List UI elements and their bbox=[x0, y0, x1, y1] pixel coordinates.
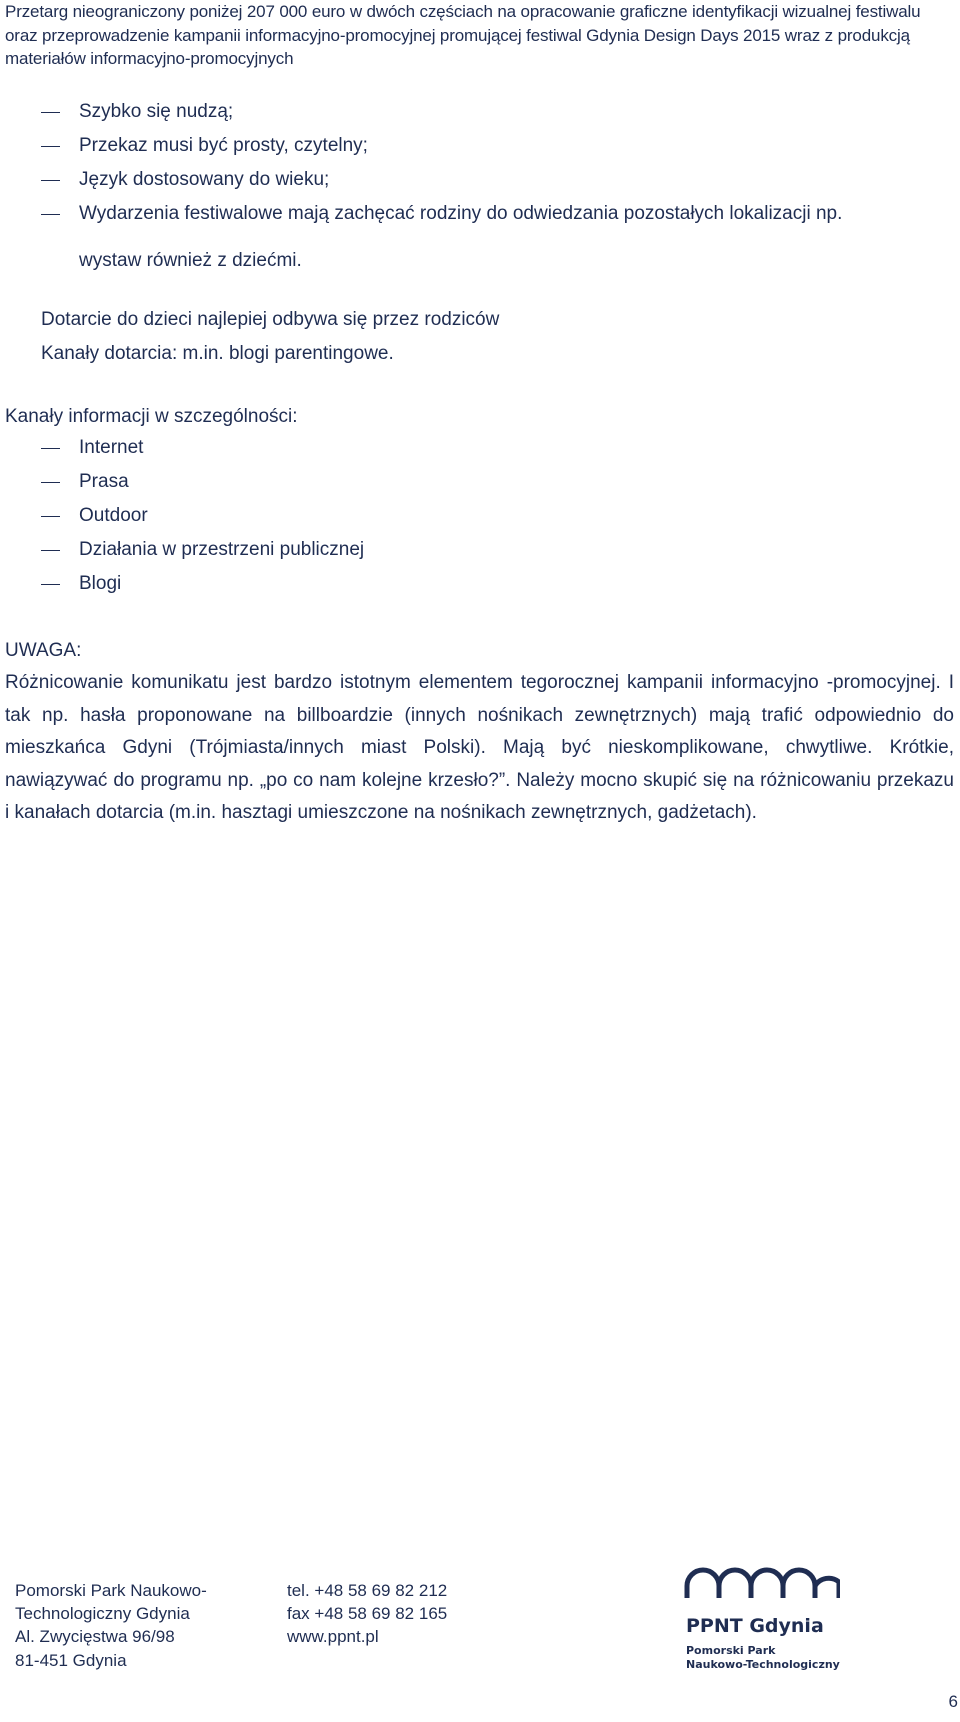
logo-subtitle-2: Naukowo-Technologiczny bbox=[686, 1658, 840, 1671]
dash-bullet-icon bbox=[41, 146, 60, 147]
page-number: 6 bbox=[948, 1692, 958, 1711]
reach-text: Dotarcie do dzieci najlepiej odbywa się przez rodziców bbox=[41, 309, 500, 330]
footer-line: Technologiczny Gdynia bbox=[15, 1604, 190, 1624]
dash-bullet-icon bbox=[41, 516, 60, 517]
logo-subtitle-1: Pomorski Park bbox=[686, 1644, 776, 1657]
dash-bullet-icon bbox=[41, 448, 60, 449]
footer-line: Pomorski Park Naukowo- bbox=[15, 1581, 207, 1600]
list-item: Prasa bbox=[0, 467, 364, 501]
dash-bullet-icon bbox=[41, 550, 60, 551]
footer-line: fax +48 58 69 82 165 bbox=[287, 1604, 448, 1624]
list-item: Działania w przestrzeni publicznej bbox=[0, 535, 364, 569]
footer-line: Al. Zwycięstwa 96/98 bbox=[15, 1627, 175, 1647]
footer-line: www.ppnt.pl bbox=[287, 1627, 379, 1647]
dash-bullet-icon bbox=[41, 482, 60, 483]
footer-line: 81-451 Gdynia bbox=[15, 1650, 127, 1670]
list-item: Blogi bbox=[0, 569, 364, 603]
list-item: Internet bbox=[0, 433, 364, 467]
reach-channels-text: Kanały dotarcia: m.in. blogi parentingowe. bbox=[41, 343, 394, 364]
list-item-continuation: wystaw również z dziećmi. bbox=[79, 250, 302, 271]
channels-list bbox=[0, 433, 364, 603]
header-line: oraz przeprowadzenie kampanii informacyjno-promocyjnej promującej festiwal Gdynia Design Days 2015 wraz z produkcją bbox=[5, 25, 910, 45]
channels-heading: Kanały informacji w szczególności: bbox=[5, 406, 298, 427]
footer-line: tel. +48 58 69 82 212 bbox=[287, 1581, 448, 1600]
list-item: Wydarzenia festiwalowe mają zachęcać rodziny do odwiedzania pozostałych lokalizacji np. bbox=[0, 199, 842, 233]
footer-contact bbox=[287, 1579, 447, 1649]
ppnt-logo-icon bbox=[684, 1566, 840, 1678]
dash-bullet-icon bbox=[41, 112, 60, 113]
note-paragraph: Różnicowanie komunikatu jest bardzo istotnym elementem tegorocznej kampanii informacyjno -promocyjnej. I tak np. hasła proponowane na billboardzie (innych nośnikach zewnętrznych) mają trafić odpowiednio do mieszkańca Gdyni (Trójmiasta/innych miast Polski). Mają być nieskomplikowane, chwytliwe. Krótkie, nawiązywać do programu np. „po co nam kolejne krzesło?”. Należy mocno skupić się na różnicowaniu przekazu i kanałach dotarcia (m.in. hasztagi umieszczone na nośnikach zewnętrznych, gadżetach). bbox=[5, 672, 954, 824]
header-line: materiałów informacyjno-promocyjnych bbox=[5, 49, 294, 68]
list-item: Przekaz musi być prosty, czytelny; bbox=[0, 131, 842, 165]
children-traits-list bbox=[0, 97, 842, 233]
document-header bbox=[5, 0, 955, 71]
dash-bullet-icon bbox=[41, 180, 60, 181]
note-heading: UWAGA: bbox=[5, 640, 82, 661]
dash-bullet-icon bbox=[41, 214, 60, 215]
dash-bullet-icon bbox=[41, 584, 60, 585]
list-item: Outdoor bbox=[0, 501, 364, 535]
list-item: Język dostosowany do wieku; bbox=[0, 165, 842, 199]
logo-title: PPNT Gdynia bbox=[686, 1615, 824, 1637]
footer-address bbox=[15, 1579, 207, 1672]
list-item: Szybko się nudzą; bbox=[0, 97, 842, 131]
header-line: Przetarg nieograniczony poniżej 207 000 euro w dwóch częściach na opracowanie graficzne identyfikacji wizualnej festiwalu bbox=[5, 2, 921, 21]
